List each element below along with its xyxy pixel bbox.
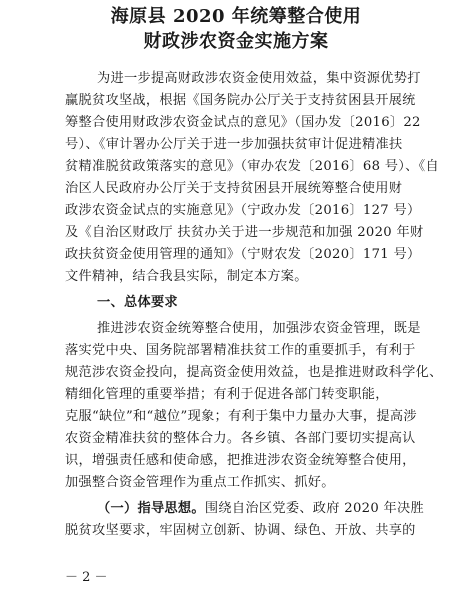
section-line: 识，增强责任感和使命感，把推进涉农资金统筹整合使用，: [65, 453, 416, 468]
intro-line: 贫精准脱贫政策落实的意见》（审办农发〔2016〕68 号）、《自: [65, 159, 440, 174]
intro-line: 政涉农资金试点的实施意见》（宁政办发〔2016〕127 号）: [65, 203, 421, 218]
intro-line: 号）、《审计署办公厅关于进一步加强扶贫审计促进精准扶: [65, 137, 403, 152]
intro-line: 文件精神，结合我县实际，制定本方案。: [65, 269, 308, 284]
intro-line: 治区人民政府办公厅关于支持贫困县开展统筹整合使用财: [65, 181, 403, 196]
section-line: 推进涉农资金统筹整合使用，加强涉农资金管理，既是: [97, 321, 421, 336]
subsection-line: [97, 500, 467, 518]
intro-line: 政扶贫资金使用管理的通知》（宁财农发〔2020〕171 号）: [65, 247, 421, 262]
section-line: 规范涉农资金投向，提高资金使用效益，也是推进财政科学化、: [65, 365, 443, 380]
page-number: － 2 －: [65, 570, 108, 585]
section-line: 农资金精准扶贫的整体合力。各乡镇、各部门要切实提高认: [65, 431, 416, 446]
section-line: 克服“缺位”和“越位”现象；有利于集中力量办大事，提高涉: [65, 409, 417, 424]
intro-line: 为进一步提高财政涉农资金使用效益，集中资源优势打: [97, 71, 421, 86]
intro-line: 及《自治区财政厅 扶贫办关于进一步规范和加强 2020 年财: [65, 225, 424, 240]
section-line: 落实党中央、国务院部署精准扶贫工作的重要抓手，有利于: [65, 343, 416, 358]
document-title-line-2: 财政涉农资金实施方案: [143, 31, 329, 52]
subsection-line: 脱贫攻坚要求，牢固树立创新、协调、绿色、开放、共享的: [65, 523, 416, 538]
subsection-label: （一）指导思想。: [97, 501, 205, 516]
document-title-line-1: 海原县 2020 年统筹整合使用: [110, 6, 362, 27]
section-line: 加强整合资金管理作为重点工作抓实、抓好。: [65, 475, 335, 490]
section-line: 精细化管理的重要举措；有利于促进各部门转变职能，: [65, 387, 389, 402]
intro-line: 赢脱贫攻坚战，根据《国务院办公厅关于支持贫困县开展统: [65, 93, 416, 108]
intro-line: 筹整合使用财政涉农资金试点的意见》（国办发〔2016〕22: [65, 115, 421, 130]
section-heading: 一、总体要求: [97, 295, 178, 310]
subsection-text: 围绕自治区党委、政府 2020 年决胜: [204, 501, 424, 516]
